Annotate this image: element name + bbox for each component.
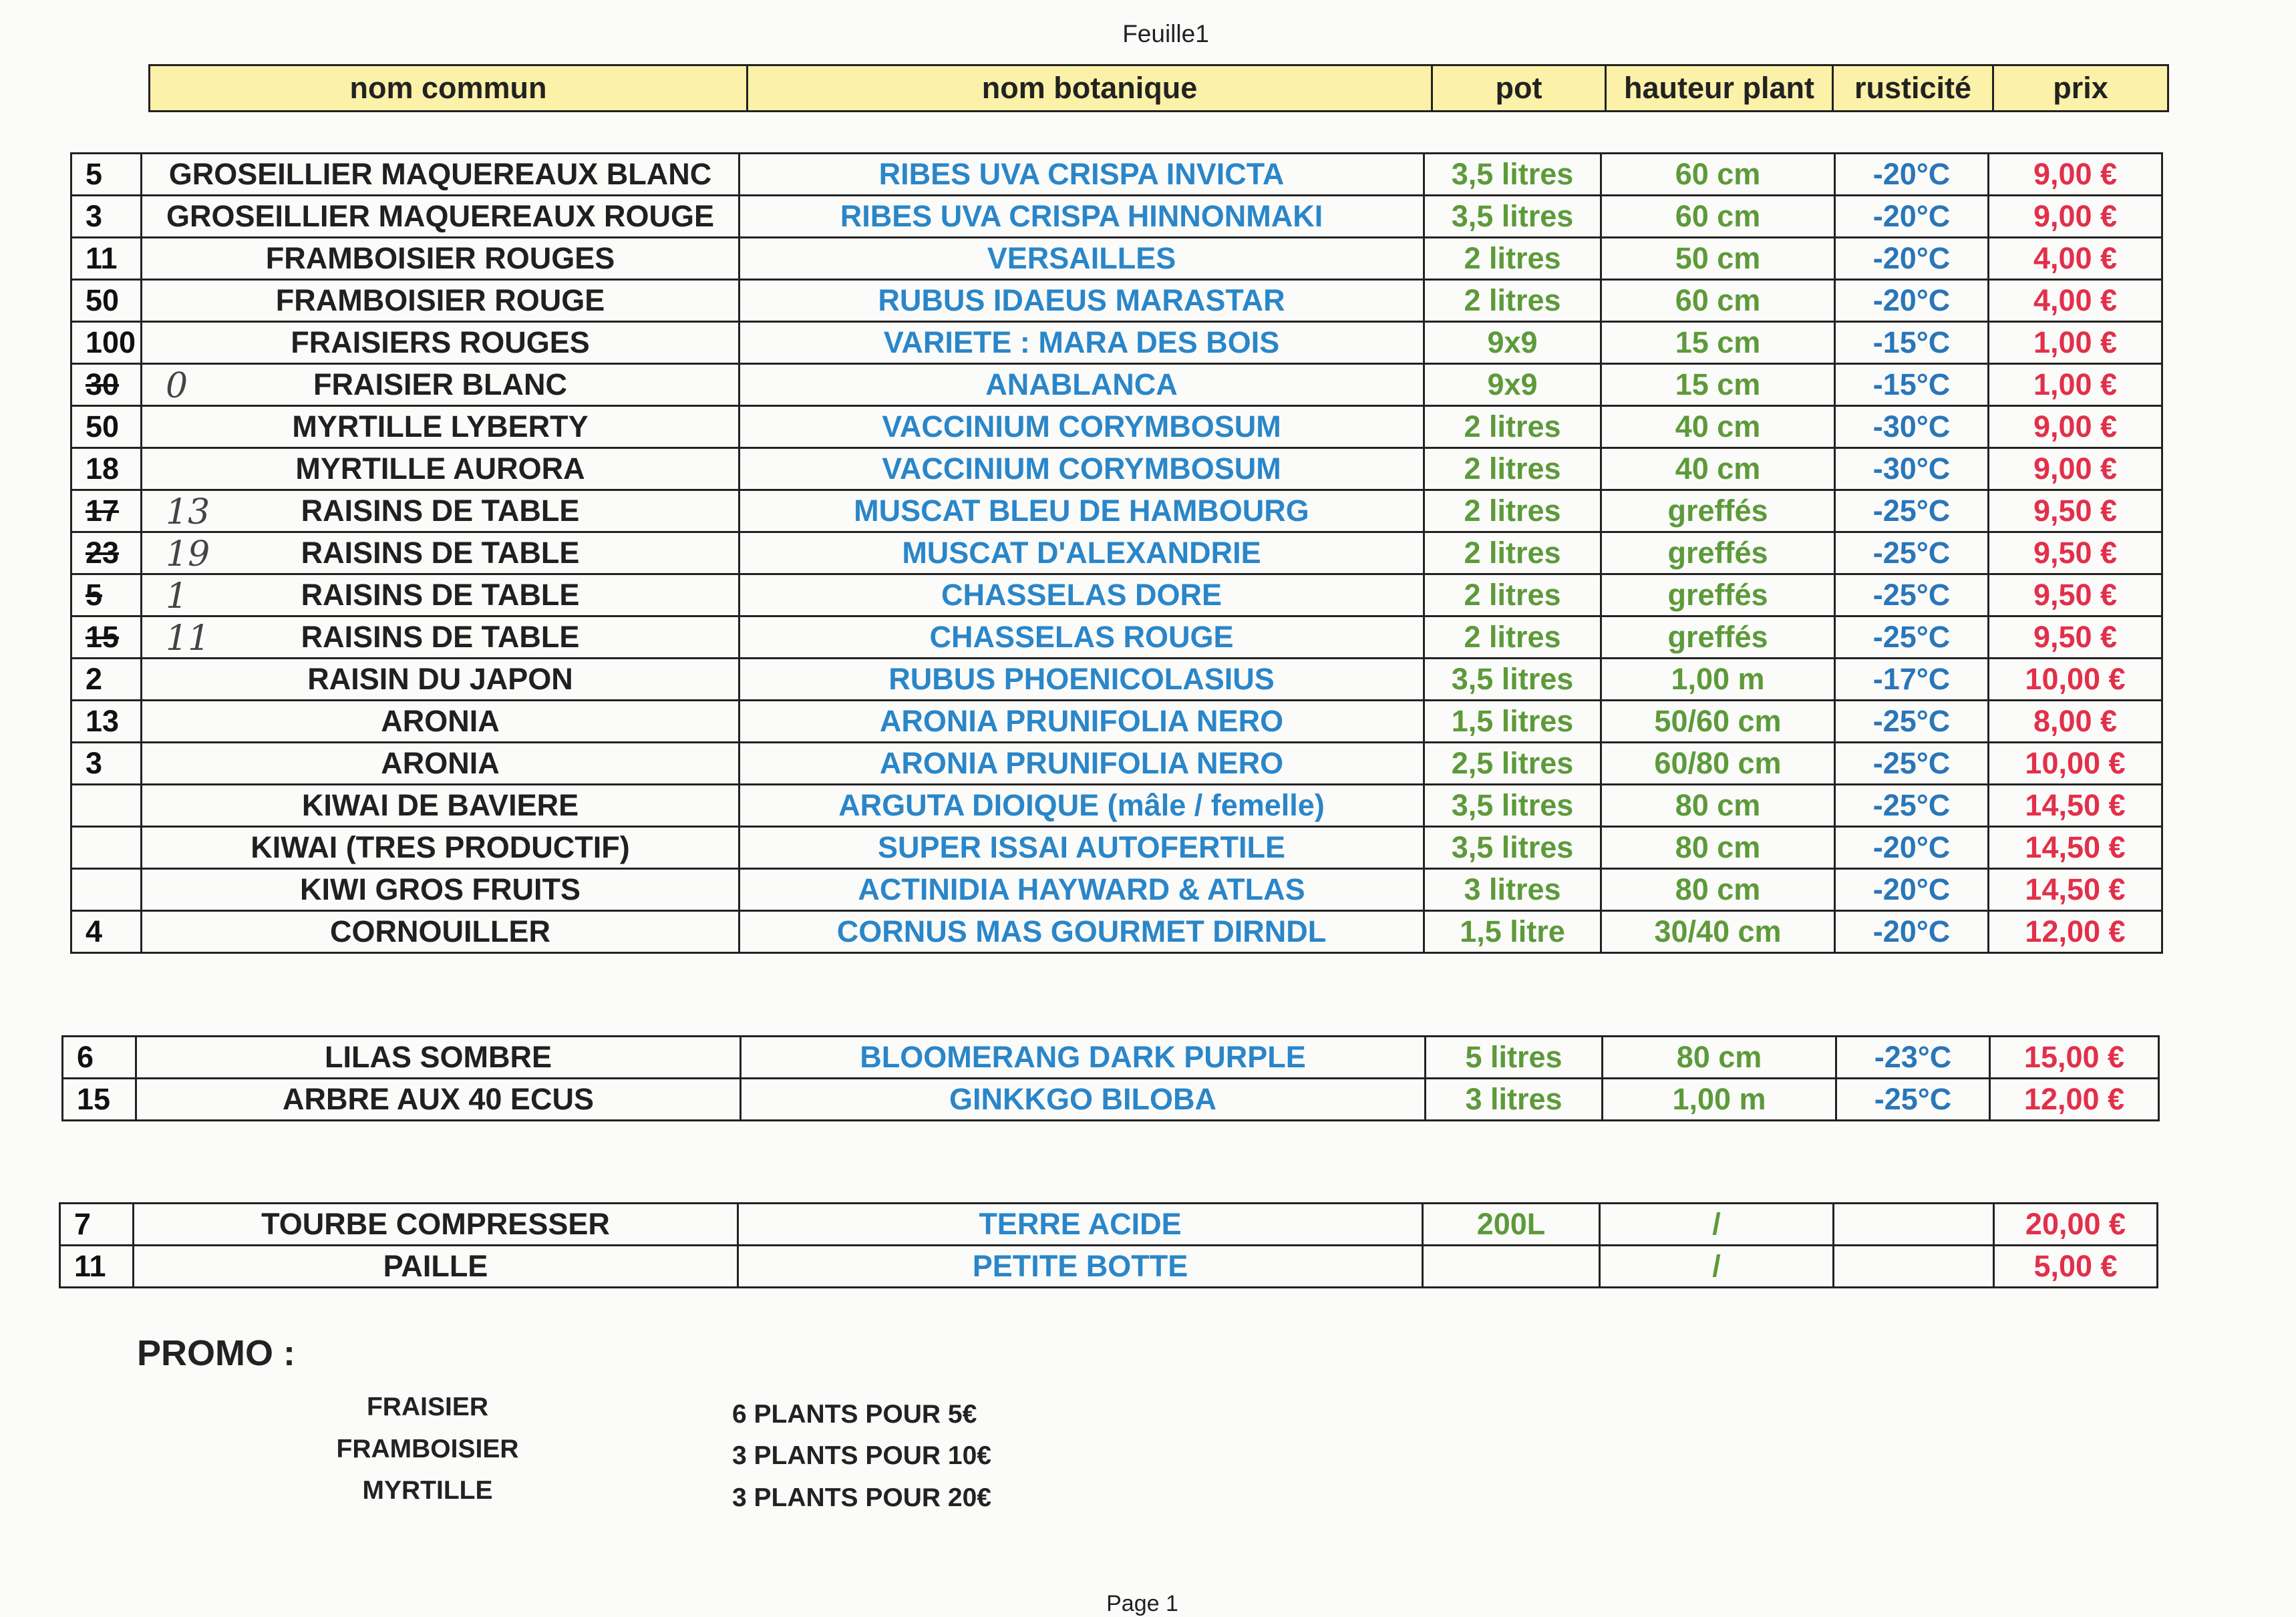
botanical-name-cell: VERSAILLES bbox=[740, 238, 1424, 280]
plant-height-cell: 60/80 cm bbox=[1601, 743, 1835, 785]
price-cell: 8,00 € bbox=[1989, 701, 2162, 743]
hardiness-cell: -20°C bbox=[1835, 869, 1989, 911]
plant-height-cell: 1,00 m bbox=[1601, 659, 1835, 701]
table-row bbox=[71, 364, 2162, 406]
botanical-name-cell: BLOOMERANG DARK PURPLE bbox=[741, 1037, 1426, 1079]
price-cell: 9,50 € bbox=[1989, 532, 2162, 574]
pot-cell: 2 litres bbox=[1424, 238, 1601, 280]
hardiness-cell: -25°C bbox=[1835, 743, 1989, 785]
table-row bbox=[71, 785, 2162, 827]
common-name-cell: KIWAI DE BAVIERE bbox=[142, 785, 740, 827]
common-name-cell: GROSEILLIER MAQUEREAUX BLANC bbox=[142, 154, 740, 196]
pot-cell bbox=[1423, 1246, 1600, 1288]
table-row bbox=[63, 1037, 2159, 1079]
price-cell: 4,00 € bbox=[1989, 280, 2162, 322]
quantity-cell: 18 bbox=[71, 448, 142, 490]
pot-cell: 200L bbox=[1423, 1204, 1600, 1246]
common-name-cell: CORNOUILLER bbox=[142, 911, 740, 953]
price-cell: 10,00 € bbox=[1989, 659, 2162, 701]
pot-cell: 3 litres bbox=[1424, 869, 1601, 911]
common-name-cell: RAISINS DE TABLE bbox=[142, 574, 740, 616]
promo-item-offer: 3 PLANTS POUR 20€ bbox=[732, 1483, 991, 1512]
table-row bbox=[71, 280, 2162, 322]
table-row bbox=[71, 154, 2162, 196]
header-pot: pot bbox=[1432, 65, 1606, 112]
hardiness-cell: -30°C bbox=[1835, 448, 1989, 490]
pot-cell: 9x9 bbox=[1424, 364, 1601, 406]
quantity-cell: 15 11 bbox=[71, 616, 142, 659]
botanical-name-cell: RUBUS IDAEUS MARASTAR bbox=[740, 280, 1424, 322]
plant-height-cell: 30/40 cm bbox=[1601, 911, 1835, 953]
quantity-cell: 2 bbox=[71, 659, 142, 701]
pot-cell: 3,5 litres bbox=[1424, 659, 1601, 701]
table-row bbox=[71, 322, 2162, 364]
sheet-title: Feuille1 bbox=[1122, 20, 1209, 47]
quantity-cell: 17 13 bbox=[71, 490, 142, 532]
table-row bbox=[71, 406, 2162, 448]
price-cell: 14,50 € bbox=[1989, 785, 2162, 827]
price-cell: 9,00 € bbox=[1989, 154, 2162, 196]
table-row bbox=[71, 532, 2162, 574]
botanical-name-cell: MUSCAT BLEU DE HAMBOURG bbox=[740, 490, 1424, 532]
common-name-cell: FRAMBOISIER ROUGE bbox=[142, 280, 740, 322]
botanical-name-cell: VACCINIUM CORYMBOSUM bbox=[740, 448, 1424, 490]
table-row bbox=[71, 911, 2162, 953]
botanical-name-cell: VARIETE : MARA DES BOIS bbox=[740, 322, 1424, 364]
hardiness-cell: -20°C bbox=[1835, 911, 1989, 953]
hardiness-cell: -25°C bbox=[1835, 490, 1989, 532]
quantity-cell: 30 0 bbox=[71, 364, 142, 406]
hardiness-cell: -25°C bbox=[1835, 574, 1989, 616]
plant-height-cell: greffés bbox=[1601, 616, 1835, 659]
common-name-cell: TOURBE COMPRESSER bbox=[134, 1204, 738, 1246]
common-name-cell: RAISINS DE TABLE bbox=[142, 616, 740, 659]
price-cell: 4,00 € bbox=[1989, 238, 2162, 280]
pot-cell: 3,5 litres bbox=[1424, 196, 1601, 238]
page-footer: Page 1 bbox=[1106, 1591, 1178, 1616]
quantity-cell bbox=[71, 869, 142, 911]
pot-cell: 2 litres bbox=[1424, 280, 1601, 322]
header-botanical-name: nom botanique bbox=[748, 65, 1432, 112]
common-name-cell: RAISINS DE TABLE bbox=[142, 532, 740, 574]
pot-cell: 5 litres bbox=[1426, 1037, 1603, 1079]
quantity-cell: 6 bbox=[63, 1037, 136, 1079]
table-row bbox=[71, 743, 2162, 785]
price-cell: 14,50 € bbox=[1989, 869, 2162, 911]
common-name-cell: ARONIA bbox=[142, 701, 740, 743]
shrubs-table bbox=[61, 1035, 2160, 1121]
quantity-cell: 5 bbox=[71, 154, 142, 196]
common-name-cell: KIWI GROS FRUITS bbox=[142, 869, 740, 911]
quantity-cell: 11 bbox=[71, 238, 142, 280]
plant-height-cell: 80 cm bbox=[1603, 1037, 1836, 1079]
common-name-cell: ARONIA bbox=[142, 743, 740, 785]
table-row bbox=[60, 1246, 2158, 1288]
price-cell: 20,00 € bbox=[1994, 1204, 2158, 1246]
quantity-cell bbox=[71, 827, 142, 869]
table-row bbox=[71, 659, 2162, 701]
common-name-cell: RAISINS DE TABLE bbox=[142, 490, 740, 532]
hardiness-cell bbox=[1834, 1204, 1994, 1246]
plant-height-cell: 40 cm bbox=[1601, 448, 1835, 490]
hardiness-cell: -25°C bbox=[1835, 532, 1989, 574]
table-row bbox=[71, 196, 2162, 238]
hardiness-cell: -25°C bbox=[1835, 616, 1989, 659]
plant-height-cell: 1,00 m bbox=[1603, 1079, 1836, 1121]
common-name-cell: FRAMBOISIER ROUGES bbox=[142, 238, 740, 280]
common-name-cell: MYRTILLE AURORA bbox=[142, 448, 740, 490]
table-row bbox=[71, 869, 2162, 911]
pot-cell: 2,5 litres bbox=[1424, 743, 1601, 785]
table-row bbox=[71, 448, 2162, 490]
quantity-cell: 4 bbox=[71, 911, 142, 953]
botanical-name-cell: RIBES UVA CRISPA INVICTA bbox=[740, 154, 1424, 196]
common-name-cell: KIWAI (TRES PRODUCTIF) bbox=[142, 827, 740, 869]
promo-item-name: FRAISIER bbox=[366, 1393, 488, 1421]
price-cell: 10,00 € bbox=[1989, 743, 2162, 785]
table-row bbox=[63, 1079, 2159, 1121]
hardiness-cell: -15°C bbox=[1835, 322, 1989, 364]
botanical-name-cell: PETITE BOTTE bbox=[738, 1246, 1423, 1288]
botanical-name-cell: GINKKGO BILOBA bbox=[741, 1079, 1426, 1121]
quantity-cell: 5 1 bbox=[71, 574, 142, 616]
plants-table bbox=[70, 152, 2163, 954]
price-cell: 9,50 € bbox=[1989, 616, 2162, 659]
hardiness-cell: -17°C bbox=[1835, 659, 1989, 701]
price-cell: 9,50 € bbox=[1989, 574, 2162, 616]
hardiness-cell: -23°C bbox=[1836, 1037, 1990, 1079]
plant-height-cell: 40 cm bbox=[1601, 406, 1835, 448]
pot-cell: 3 litres bbox=[1426, 1079, 1603, 1121]
quantity-cell: 50 bbox=[71, 280, 142, 322]
header-common-name: nom commun bbox=[150, 65, 748, 112]
quantity-cell: 3 bbox=[71, 196, 142, 238]
hardiness-cell: -25°C bbox=[1835, 701, 1989, 743]
pot-cell: 2 litres bbox=[1424, 406, 1601, 448]
botanical-name-cell: RUBUS PHOENICOLASIUS bbox=[740, 659, 1424, 701]
quantity-cell: 3 bbox=[71, 743, 142, 785]
promo-item-offer: 6 PLANTS POUR 5€ bbox=[732, 1400, 977, 1429]
hardiness-cell: -15°C bbox=[1835, 364, 1989, 406]
botanical-name-cell: CORNUS MAS GOURMET DIRNDL bbox=[740, 911, 1424, 953]
price-cell: 5,00 € bbox=[1994, 1246, 2158, 1288]
quantity-cell: 100 bbox=[71, 322, 142, 364]
plant-height-cell: / bbox=[1600, 1204, 1834, 1246]
pot-cell: 2 litres bbox=[1424, 490, 1601, 532]
pot-cell: 3,5 litres bbox=[1424, 154, 1601, 196]
botanical-name-cell: TERRE ACIDE bbox=[738, 1204, 1423, 1246]
plant-height-cell: greffés bbox=[1601, 490, 1835, 532]
handwritten-count: 13 bbox=[166, 492, 210, 532]
botanical-name-cell: MUSCAT D'ALEXANDRIE bbox=[740, 532, 1424, 574]
quantity-cell bbox=[71, 785, 142, 827]
promo-item-name: FRAMBOISIER bbox=[336, 1435, 519, 1463]
header-table bbox=[148, 64, 2169, 112]
promo-item-name: MYRTILLE bbox=[362, 1476, 493, 1505]
botanical-name-cell: ACTINIDIA HAYWARD & ATLAS bbox=[740, 869, 1424, 911]
common-name-cell: RAISIN DU JAPON bbox=[142, 659, 740, 701]
pot-cell: 2 litres bbox=[1424, 574, 1601, 616]
botanical-name-cell: ANABLANCA bbox=[740, 364, 1424, 406]
botanical-name-cell: ARONIA PRUNIFOLIA NERO bbox=[740, 743, 1424, 785]
price-cell: 1,00 € bbox=[1989, 364, 2162, 406]
common-name-cell: PAILLE bbox=[134, 1246, 738, 1288]
botanical-name-cell: CHASSELAS ROUGE bbox=[740, 616, 1424, 659]
pot-cell: 2 litres bbox=[1424, 616, 1601, 659]
price-cell: 12,00 € bbox=[1990, 1079, 2159, 1121]
table-row bbox=[71, 827, 2162, 869]
plant-height-cell: 60 cm bbox=[1601, 196, 1835, 238]
common-name-cell: MYRTILLE LYBERTY bbox=[142, 406, 740, 448]
handwritten-count: 11 bbox=[166, 618, 210, 659]
hardiness-cell: -20°C bbox=[1835, 196, 1989, 238]
hardiness-cell: -20°C bbox=[1835, 827, 1989, 869]
botanical-name-cell: ARONIA PRUNIFOLIA NERO bbox=[740, 701, 1424, 743]
table-row bbox=[71, 616, 2162, 659]
plant-height-cell: 50 cm bbox=[1601, 238, 1835, 280]
plant-height-cell: 80 cm bbox=[1601, 869, 1835, 911]
plant-height-cell: 50/60 cm bbox=[1601, 701, 1835, 743]
plant-height-cell: 80 cm bbox=[1601, 785, 1835, 827]
table-row bbox=[71, 490, 2162, 532]
pot-cell: 1,5 litre bbox=[1424, 911, 1601, 953]
plant-height-cell: greffés bbox=[1601, 532, 1835, 574]
plant-height-cell: 15 cm bbox=[1601, 364, 1835, 406]
common-name-cell: FRAISIERS ROUGES bbox=[142, 322, 740, 364]
price-cell: 1,00 € bbox=[1989, 322, 2162, 364]
handwritten-count: 0 bbox=[166, 366, 188, 406]
common-name-cell: FRAISIER BLANC bbox=[142, 364, 740, 406]
quantity-cell: 50 bbox=[71, 406, 142, 448]
pot-cell: 2 litres bbox=[1424, 448, 1601, 490]
plant-height-cell: greffés bbox=[1601, 574, 1835, 616]
quantity-cell: 23 19 bbox=[71, 532, 142, 574]
price-cell: 9,00 € bbox=[1989, 196, 2162, 238]
price-cell: 14,50 € bbox=[1989, 827, 2162, 869]
botanical-name-cell: RIBES UVA CRISPA HINNONMAKI bbox=[740, 196, 1424, 238]
botanical-name-cell: SUPER ISSAI AUTOFERTILE bbox=[740, 827, 1424, 869]
quantity-cell: 15 bbox=[63, 1079, 136, 1121]
promo-item-offer: 3 PLANTS POUR 10€ bbox=[732, 1441, 991, 1470]
hardiness-cell: -30°C bbox=[1835, 406, 1989, 448]
plant-height-cell: / bbox=[1600, 1246, 1834, 1288]
botanical-name-cell: ARGUTA DIOIQUE (mâle / femelle) bbox=[740, 785, 1424, 827]
price-cell: 9,00 € bbox=[1989, 448, 2162, 490]
quantity-cell: 7 bbox=[60, 1204, 134, 1246]
hardiness-cell: -20°C bbox=[1835, 154, 1989, 196]
price-cell: 9,50 € bbox=[1989, 490, 2162, 532]
common-name-cell: ARBRE AUX 40 ECUS bbox=[136, 1079, 741, 1121]
pot-cell: 3,5 litres bbox=[1424, 785, 1601, 827]
hardiness-cell: -20°C bbox=[1835, 238, 1989, 280]
header-hardiness: rusticité bbox=[1833, 65, 1993, 112]
table-row bbox=[71, 574, 2162, 616]
plant-height-cell: 15 cm bbox=[1601, 322, 1835, 364]
pot-cell: 3,5 litres bbox=[1424, 827, 1601, 869]
plant-height-cell: 80 cm bbox=[1601, 827, 1835, 869]
hardiness-cell: -25°C bbox=[1836, 1079, 1990, 1121]
handwritten-count: 1 bbox=[166, 576, 188, 616]
promo-title: PROMO : bbox=[137, 1333, 295, 1373]
plant-height-cell: 60 cm bbox=[1601, 280, 1835, 322]
hardiness-cell: -25°C bbox=[1835, 785, 1989, 827]
table-row bbox=[71, 701, 2162, 743]
pot-cell: 1,5 litres bbox=[1424, 701, 1601, 743]
plant-height-cell: 60 cm bbox=[1601, 154, 1835, 196]
pot-cell: 9x9 bbox=[1424, 322, 1601, 364]
common-name-cell: GROSEILLIER MAQUEREAUX ROUGE bbox=[142, 196, 740, 238]
table-row bbox=[60, 1204, 2158, 1246]
price-cell: 12,00 € bbox=[1989, 911, 2162, 953]
price-cell: 9,00 € bbox=[1989, 406, 2162, 448]
hardiness-cell: -20°C bbox=[1835, 280, 1989, 322]
header-plant-height: hauteur plant bbox=[1606, 65, 1833, 112]
hardiness-cell bbox=[1834, 1246, 1994, 1288]
header-price: prix bbox=[1993, 65, 2168, 112]
supplies-table bbox=[59, 1202, 2158, 1288]
quantity-cell: 11 bbox=[60, 1246, 134, 1288]
handwritten-count: 19 bbox=[166, 534, 210, 574]
botanical-name-cell: CHASSELAS DORE bbox=[740, 574, 1424, 616]
common-name-cell: LILAS SOMBRE bbox=[136, 1037, 741, 1079]
botanical-name-cell: VACCINIUM CORYMBOSUM bbox=[740, 406, 1424, 448]
quantity-cell: 13 bbox=[71, 701, 142, 743]
price-cell: 15,00 € bbox=[1990, 1037, 2159, 1079]
table-row bbox=[71, 238, 2162, 280]
pot-cell: 2 litres bbox=[1424, 532, 1601, 574]
